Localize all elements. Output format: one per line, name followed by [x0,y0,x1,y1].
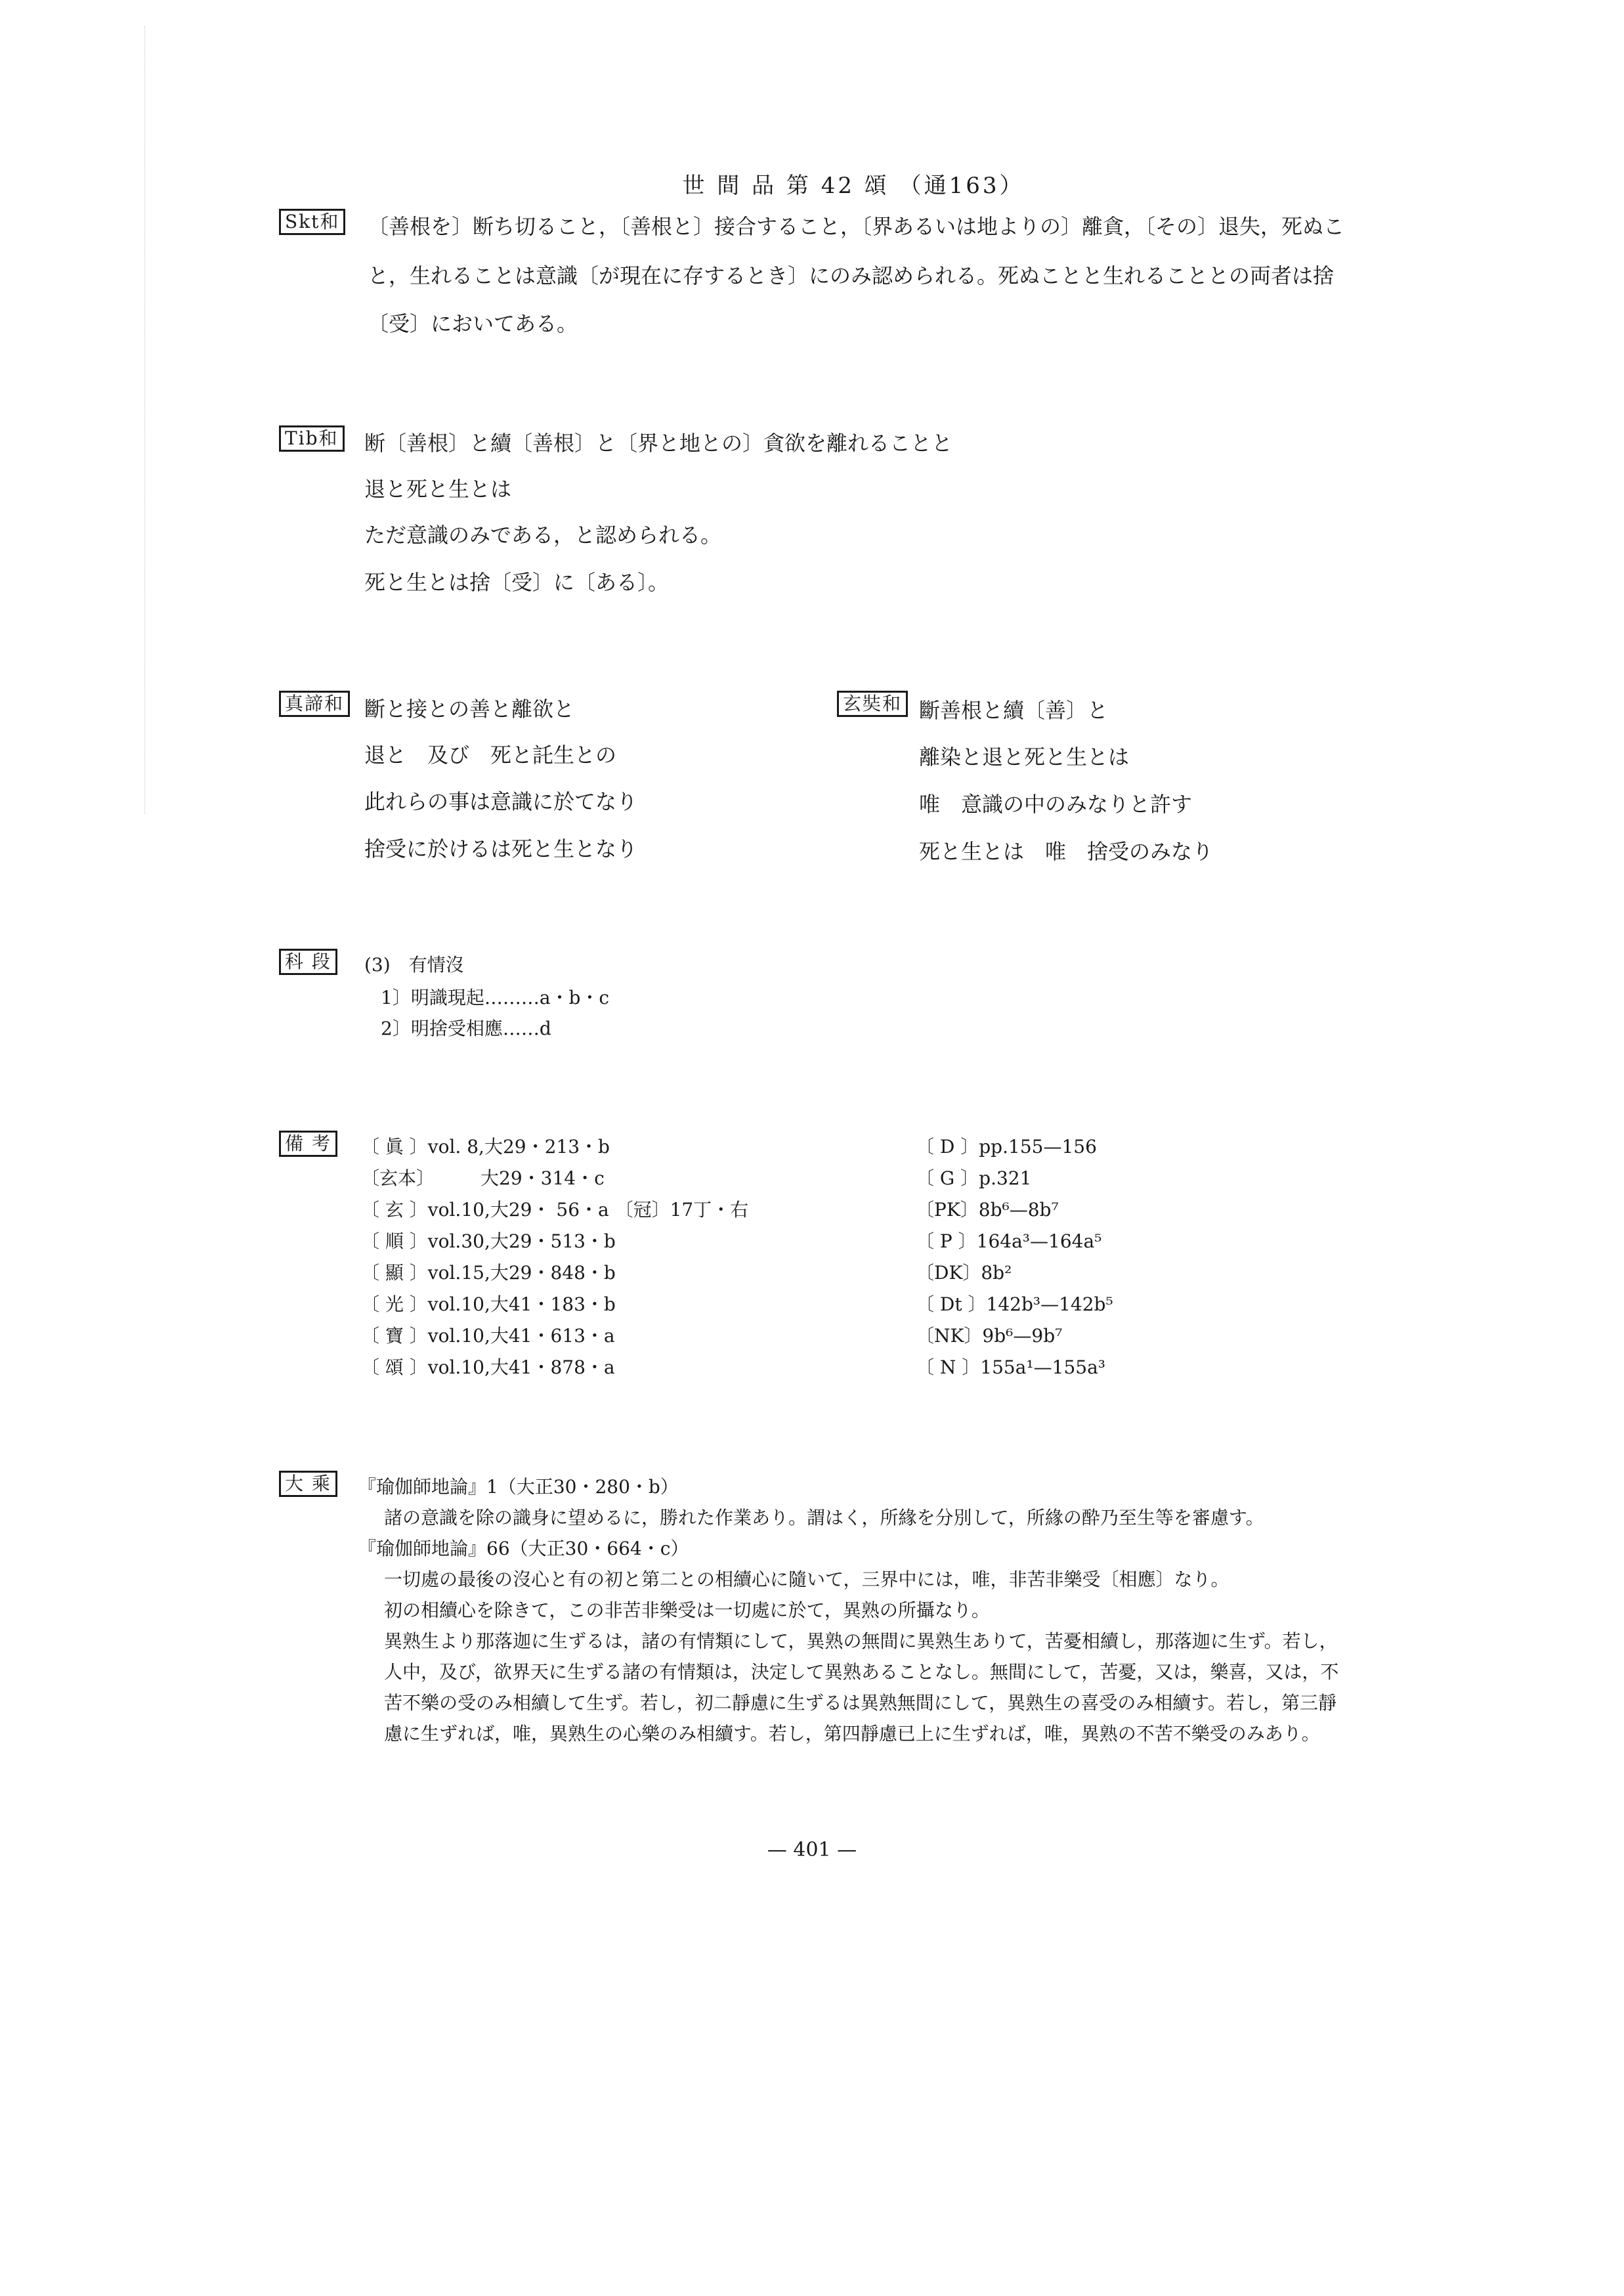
biko-left-row: 〔 顯 〕vol.15,大29・848・b [361,1262,616,1284]
biko-left-row: 〔 玄 〕vol.10,大29・ 56・a 〔冠〕17丁・右 [361,1199,749,1221]
tib-line-4: 死と生とは捨〔受〕に〔ある〕。 [364,570,670,595]
genjo-tag: 玄奘和 [837,691,908,717]
biko-left-row: 〔玄本〕 大29・314・c [361,1167,605,1189]
biko-right-row: 〔 Dt 〕142b³—142b⁵ [916,1293,1113,1315]
genjo-line-4: 死と生とは 唯 捨受のみなり [919,839,1214,864]
tib-tag: Tib和 [279,425,345,452]
biko-left-row: 〔 順 〕vol.30,大29・513・b [361,1230,616,1252]
skt-line-1: 〔善根を〕断ち切ること，〔善根と〕接合すること，〔界あるいは地よりの〕離貪，〔その〕退失，死ぬこ [368,214,1345,239]
daijo-line-4: 一切處の最後の沒心と有の初と第二との相續心に隨いて，三界中には，唯，非苦非樂受〔相應〕なり。 [384,1569,1229,1590]
shintai-line-3: 此れらの事は意識に於てなり [364,789,638,814]
daijo-line-7: 人中，及び，欲界天に生ずる諸の有情類は，決定して異熟あることなし。無間にして，苦憂，又は，樂喜，又は，不 [384,1661,1339,1683]
biko-right-row: 〔 D 〕pp.155—156 [916,1136,1097,1158]
skt-line-3: 〔受〕においてある。 [368,311,578,336]
tib-line-1: 断〔善根〕と續〔善根〕と〔界と地との〕貪欲を離れることと [364,431,953,456]
daijo-line-6: 異熟生より那落迦に生ずるは，諸の有情類にして，異熟の無間に異熟生ありて，苦憂相續し，那落迦に生ず。若し， [384,1630,1338,1652]
shintai-line-1: 斷と接との善と離欲と [364,697,575,722]
tib-line-3: ただ意識のみである，と認められる。 [364,523,722,548]
tib-line-2: 退と死と生とは [364,477,512,502]
genjo-line-2: 離染と退と死と生とは [919,745,1130,769]
shintai-line-2: 退と 及び 死と託生との [364,743,617,768]
biko-right-row: 〔NK〕9b⁶—9b⁷ [916,1325,1063,1347]
daijo-line-3: 『瑜伽師地論』66（大正30・664・c） [358,1538,689,1559]
skt-tag: Skt和 [279,209,345,235]
biko-left-row: 〔 眞 〕vol. 8,大29・213・b [361,1136,610,1158]
page-title: 世 間 品 第 42 頌 （通163） [682,173,1025,199]
biko-left-row: 〔 頌 〕vol.10,大41・878・a [361,1356,615,1378]
biko-right-row: 〔PK〕8b⁶—8b⁷ [916,1199,1059,1221]
biko-left-row: 〔 寶 〕vol.10,大41・613・a [361,1325,615,1347]
biko-tag: 備 考 [279,1131,337,1157]
kadan-tag: 科 段 [279,949,337,975]
biko-right-row: 〔 G 〕p.321 [916,1167,1032,1189]
scan-edge-mark [144,26,158,814]
page-number: — 401 — [767,1838,857,1861]
biko-right-row: 〔DK〕8b² [916,1262,1012,1284]
skt-line-2: と，生れることは意識〔が現在に存するとき〕にのみ認められる。死ぬことと生れることとの両者は捨 [368,263,1335,288]
daijo-tag: 大 乘 [279,1471,337,1497]
shintai-line-4: 捨受に於けるは死と生となり [364,836,638,861]
daijo-line-8: 苦不樂の受のみ相續して生ず。若し，初二靜慮に生ずるは異熟無間にして，異熟生の喜受のみ相續す。若し，第三靜 [384,1692,1336,1714]
biko-right-row: 〔 P 〕164a³—164a⁵ [916,1230,1102,1252]
daijo-line-9: 慮に生ずれば，唯，異熟生の心樂のみ相續す。若し，第四靜慮已上に生ずれば，唯，異熟の不苦不樂受のみあり。 [384,1723,1320,1744]
genjo-line-1: 斷善根と續〔善〕と [919,698,1109,723]
biko-left-row: 〔 光 〕vol.10,大41・183・b [361,1293,616,1315]
daijo-line-2: 諸の意識を除の識身に望めるに，勝れた作業あり。謂はく，所緣を分別して，所緣の酔乃至生等を審慮す。 [384,1507,1264,1528]
genjo-line-3: 唯 意識の中のみなりと許す [919,792,1193,817]
biko-right-row: 〔 N 〕155a¹—155a³ [916,1356,1106,1378]
kadan-heading: (3) 有情沒 [364,954,464,976]
daijo-line-5: 初の相續心を除きて，この非苦非樂受は一切處に於て，異熟の所攝なり。 [384,1599,990,1621]
kadan-item-2: 2〕明捨受相應……d [381,1018,551,1039]
kadan-item-1: 1〕明識現起………a・b・c [381,987,610,1008]
shintai-tag: 真諦和 [279,691,350,717]
daijo-line-1: 『瑜伽師地論』1（大正30・280・b） [358,1476,679,1498]
